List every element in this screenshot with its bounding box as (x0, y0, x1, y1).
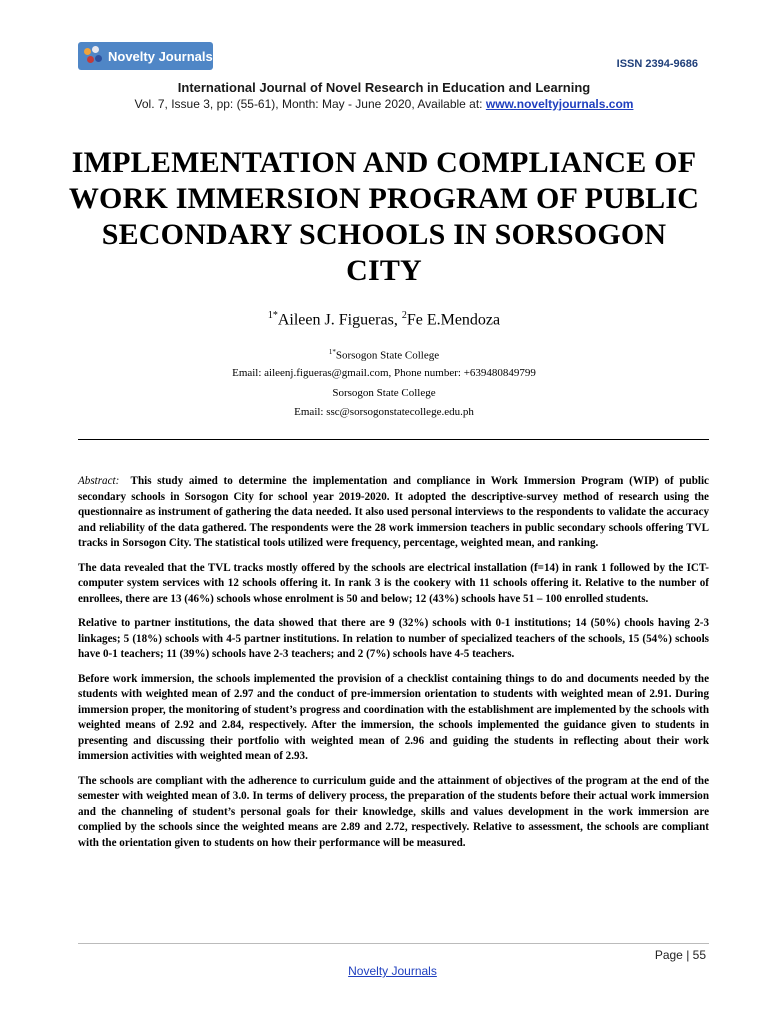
abstract-label: Abstract: (78, 475, 120, 487)
abstract-paragraph (78, 474, 709, 552)
abstract-text: This study aimed to determine the implementation and compliance in Work Immersion Program (WIP) of public secondary schools in Sorsogon City for school year 2019-2020. It adopted the descriptive-survey method of research using the questionnaire as instrument of gathering the data needed. It also used personal interviews to the respondents to validate the accuracy and reliability of the data gathered. The respondents were the 28 work immersion teachers in public secondary schools offering TVL tracks in Sorsogon City. The statistical tools utilized were frequency, percentage, weighted mean, and ranking. (78, 475, 709, 549)
affiliation-1 (0, 348, 768, 362)
page-number: Page | 55 (654, 948, 706, 962)
abstract-paragraph: The data revealed that the TVL tracks mostly offered by the schools are electrical installation (f=14) in rank 1 followed by the ICT-computer system services with 12 schools offering it. In rank 3 is the cookery with 11 schools offering it. Relative to the number of enrollees, there are 13 (46%) schools whose enrolment is 50 and below; 12 (43%) schools have 51 – 100 enrolled students. (78, 561, 709, 605)
issn: ISSN 2394-9686 (616, 58, 698, 70)
logo-text: Novelty Journals (108, 48, 213, 64)
authors (0, 310, 768, 329)
journal-url-link[interactable]: www.noveltyjournals.com (485, 97, 634, 111)
abstract-paragraph: The schools are compliant with the adherence to curriculum guide and the attainment of objectives of the program at the end of the semester with weighted mean of 3.0. In terms of delivery process, the preparation of the students before their actual work immersion and the channeling of student’s personal goals for their knowledge, skills and values development in the work immersion are complied by the schools since the weighted means are 2.89 and 2.72, respectively. Relative to assessment, the schools are compliant with the orientation given to students on how their performance will be measured. (78, 774, 709, 849)
footer-journal-link[interactable]: Novelty Journals (348, 964, 437, 978)
author-2-sup: 2 (401, 310, 407, 321)
email-1: Email: aileenj.figueras@gmail.com, Phone number: +639480849799 (232, 367, 536, 379)
affiliation-2: Sorsogon State College (332, 387, 436, 399)
abstract (78, 474, 709, 860)
author-1-name: Aileen J. Figueras, (277, 311, 402, 329)
abstract-paragraph: Relative to partner institutions, the data showed that there are 9 (32%) schools with 0-1 institutions; 14 (50%) chools having 2-3 linkages; 5 (18%) schools with 4-5 partner institutions. In relation to number of specialized teachers of the schools, 15 (54%) schools have 0-1 teachers; 11 (39%) schools have 2-3 teachers; and 2 (7%) schools have 4-5 teachers. (78, 617, 709, 660)
journal-info (0, 97, 768, 111)
journal-info-text: Vol. 7, Issue 3, pp: (55-61), Month: May - June 2020, Available at: (134, 97, 486, 111)
paper-title: IMPLEMENTATION AND COMPLIANCE OF WORK IMMERSION PROGRAM OF PUBLIC SECONDARY SCHOOLS IN SORSOGON CITY (68, 146, 700, 287)
footer-divider (78, 943, 709, 944)
journal-name: International Journal of Novel Research in Education and Learning (177, 80, 591, 95)
abstract-paragraph: Before work immersion, the schools implemented the provision of a checklist containing things to do and documents needed by the students with weighted mean of 2.97 and the conduct of pre-immersion orientation to students with weighted mean of 2.91. During immersion proper, the monitoring of student’s progress and coordination with the establishment are implemented by the schools with weighted means of 2.92 and 2.84, respectively. After the immersion, the schools implemented the guidance given to students in presenting and discussing their portfolio with weighted mean of 2.96 and guiding the students in reflecting about their work immersion activities with weighted mean of 2.93. (78, 672, 709, 762)
affiliation-1-sup: 1* (328, 348, 336, 356)
author-2-name: Fe E.Mendoza (406, 311, 501, 329)
email-2: Email: ssc@sorsogonstatecollege.edu.ph (294, 406, 474, 418)
logo-dots-icon (84, 46, 104, 66)
section-divider (78, 439, 709, 440)
author-1-sup: 1* (267, 310, 278, 321)
affiliation-1-text: Sorsogon State College (335, 349, 440, 362)
journal-logo (78, 42, 213, 70)
